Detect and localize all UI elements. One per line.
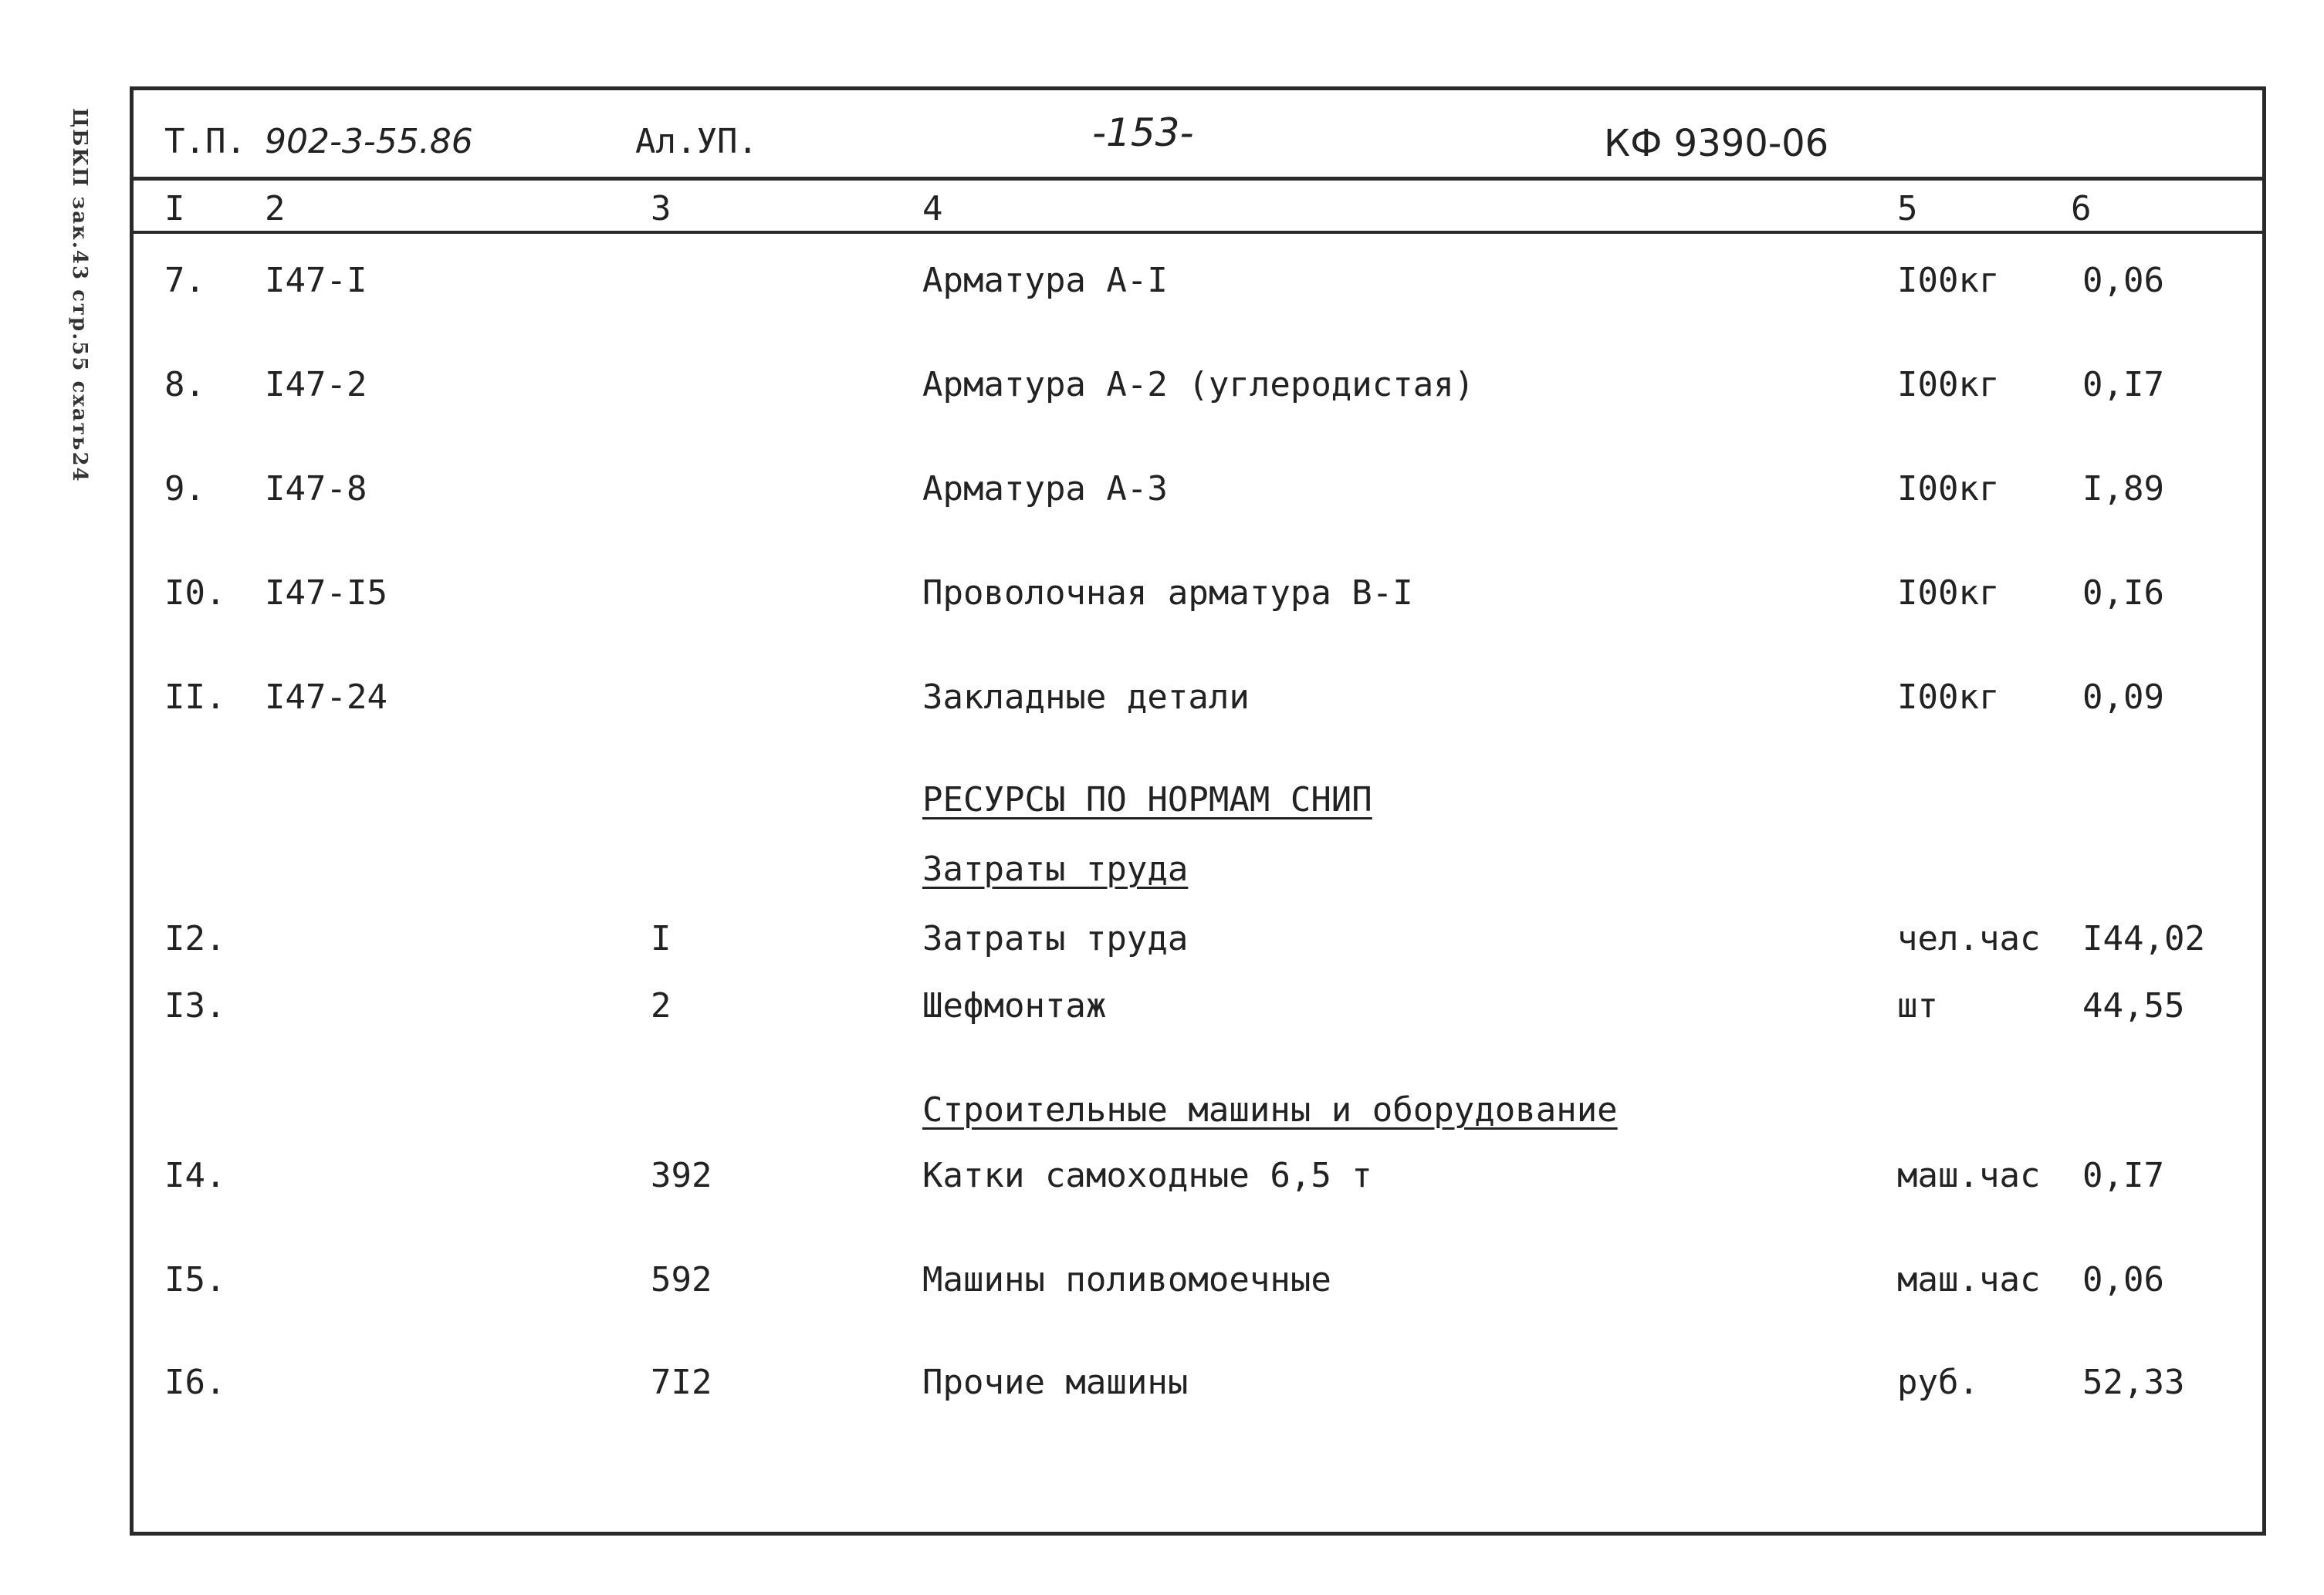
row-code: I47-8 <box>265 469 367 509</box>
row-number: II. <box>164 678 226 717</box>
row-index: 392 <box>651 1156 712 1195</box>
doc-number: 902-3-55.86 <box>265 122 473 161</box>
document-code: КФ 9390-06 <box>1604 122 1829 165</box>
row-unit: чел.час <box>1897 919 2041 958</box>
row-number: I6. <box>164 1363 226 1402</box>
side-stamp: ЦБКП зак.43 стр.55 схать24 <box>68 108 91 483</box>
row-unit: руб. <box>1897 1363 1979 1402</box>
row-quantity: 0,06 <box>2082 261 2164 300</box>
header-rule <box>134 177 2262 181</box>
col-header-4: 4 <box>922 189 943 228</box>
row-quantity: 0,I7 <box>2082 365 2164 404</box>
row-index: I <box>651 919 671 958</box>
row-name: Проволочная арматура В-I <box>922 573 1413 613</box>
row-index: 2 <box>651 986 671 1026</box>
row-name: Арматура А-3 <box>922 469 1168 509</box>
row-name: Арматура А-I <box>922 261 1168 300</box>
row-number: I0. <box>164 573 226 613</box>
row-index: 592 <box>651 1260 712 1299</box>
row-quantity: 0,I7 <box>2082 1156 2164 1195</box>
row-number: I4. <box>164 1156 226 1195</box>
col-header-5: 5 <box>1897 189 1918 228</box>
row-name: Машины поливомоечные <box>922 1260 1331 1299</box>
row-code: I47-I <box>265 261 367 300</box>
page-number: -153- <box>1092 110 1194 155</box>
row-name: Закладные детали <box>922 678 1250 717</box>
col-header-3: 3 <box>651 189 671 228</box>
document-frame <box>130 86 2266 1536</box>
col-header-2: 2 <box>265 189 286 228</box>
row-quantity: 52,33 <box>2082 1363 2185 1402</box>
row-name: Прочие машины <box>922 1363 1189 1402</box>
col-header-1: I <box>164 189 185 228</box>
row-number: I2. <box>164 919 226 958</box>
row-name: Затраты труда <box>922 919 1189 958</box>
row-unit: маш.час <box>1897 1260 2041 1299</box>
col-header-6: 6 <box>2071 189 2092 228</box>
row-quantity: 0,06 <box>2082 1260 2164 1299</box>
row-unit: I00кг <box>1897 365 2000 404</box>
row-code: I47-24 <box>265 678 387 717</box>
row-unit: I00кг <box>1897 261 2000 300</box>
row-unit: I00кг <box>1897 469 2000 509</box>
row-name: Шефмонтаж <box>922 986 1107 1026</box>
row-quantity: 44,55 <box>2082 986 2185 1026</box>
row-quantity: 0,09 <box>2082 678 2164 717</box>
row-unit: I00кг <box>1897 573 2000 613</box>
row-code: I47-2 <box>265 365 367 404</box>
row-number: I5. <box>164 1260 226 1299</box>
section-heading-machines: Строительные машины и оборудование <box>922 1090 1618 1130</box>
section-heading-labor: Затраты труда <box>922 850 1189 889</box>
row-name: Катки самоходные 6,5 т <box>922 1156 1372 1195</box>
section-heading-resources: РЕСУРСЫ ПО НОРМАМ СНИП <box>922 780 1372 819</box>
row-quantity: 0,I6 <box>2082 573 2164 613</box>
row-number: I3. <box>164 986 226 1026</box>
row-unit: I00кг <box>1897 678 2000 717</box>
doc-prefix: Т.П. <box>164 122 246 161</box>
row-number: 7. <box>164 261 205 300</box>
row-number: 8. <box>164 365 205 404</box>
row-quantity: I44,02 <box>2082 919 2205 958</box>
album-label: Ал.УП. <box>635 122 758 161</box>
row-unit: шт <box>1897 986 1938 1026</box>
row-code: I47-I5 <box>265 573 387 613</box>
row-index: 7I2 <box>651 1363 712 1402</box>
column-header-rule <box>134 231 2262 234</box>
row-unit: маш.час <box>1897 1156 2041 1195</box>
row-quantity: I,89 <box>2082 469 2164 509</box>
row-number: 9. <box>164 469 205 509</box>
row-name: Арматура А-2 (углеродистая) <box>922 365 1475 404</box>
